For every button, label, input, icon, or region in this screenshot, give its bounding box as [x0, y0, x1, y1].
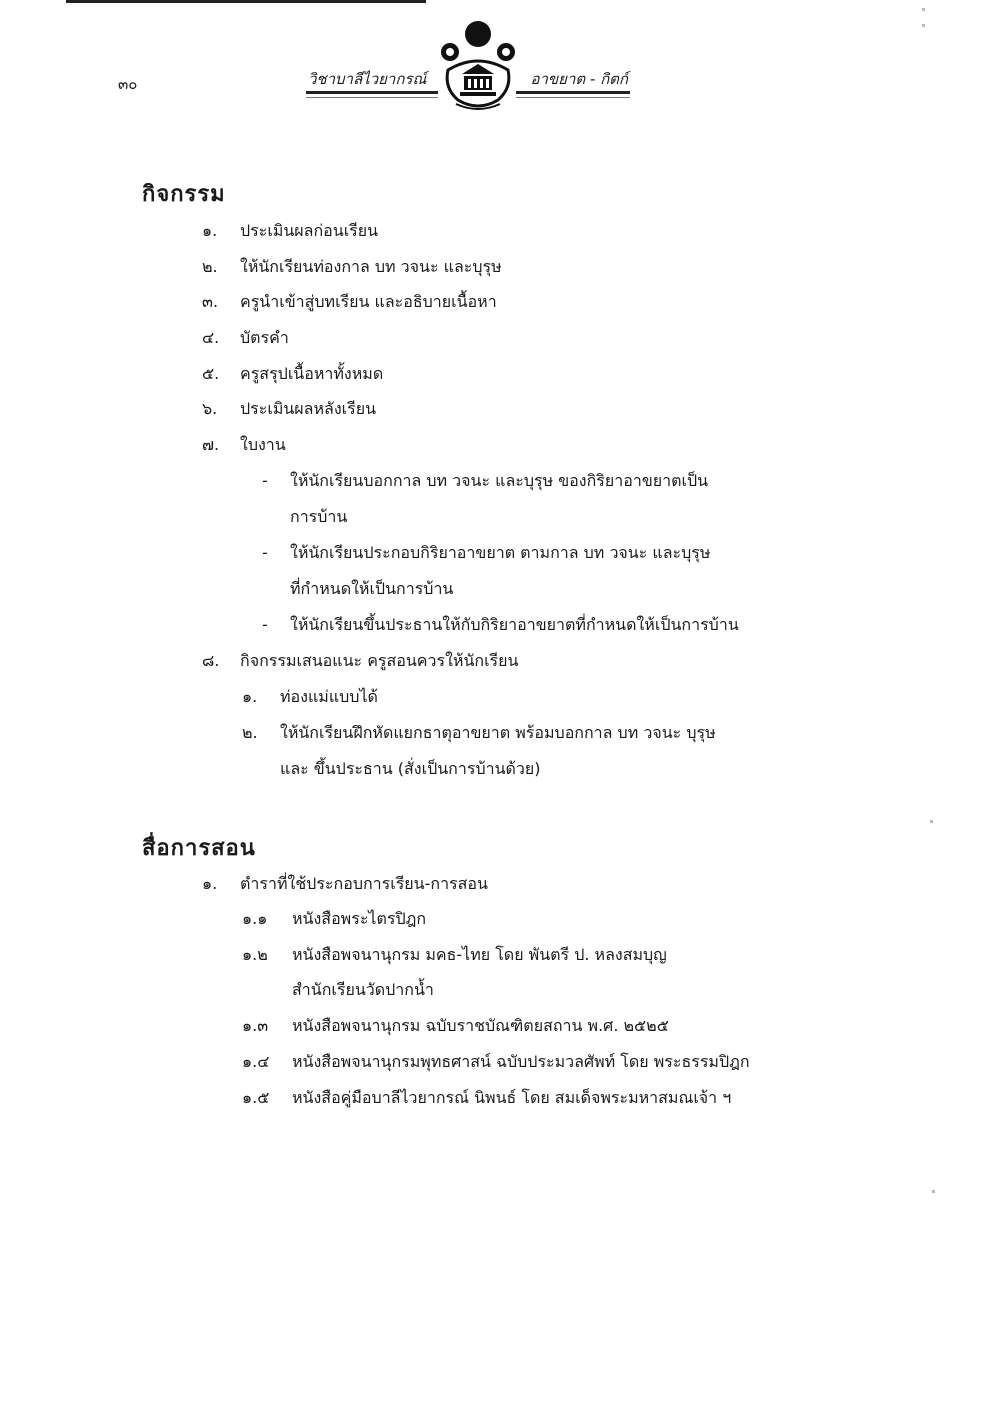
- book-item: ๑.๔ หนังสือพจนานุกรมพุทธศาสน์ ฉบับประมวลศัพท์ โดย พระธรรมปิฎก: [242, 1052, 750, 1071]
- scan-speck: [922, 24, 925, 27]
- list-item: ๖. ประเมินผลหลังเรียน: [202, 399, 377, 418]
- book-item: ๑.๕ หนังสือคู่มือบาลีไวยากรณ์ นิพนธ์ โดย สมเด็จพระมหาสมณเจ้า ฯ: [242, 1088, 732, 1107]
- book-item-continued: สำนักเรียนวัดปากน้ำ: [292, 980, 434, 999]
- list-item: ๔. บัตรคำ: [202, 328, 289, 347]
- list-item: ๕. ครูสรุปเนื้อหาทั้งหมด: [202, 364, 384, 383]
- scan-speck: [930, 820, 933, 823]
- header-right-title: อาขยาต - กิตก์: [530, 70, 628, 88]
- list-item: ๗. ใบงาน: [202, 435, 286, 454]
- book-item: ๑.๒ หนังสือพจนานุกรม มคธ-ไทย โดย พันตรี ป. หลงสมบุญ: [242, 945, 667, 964]
- worksheet-item: - ให้นักเรียนประกอบกิริยาอาขยาต ตามกาล บท วจนะ และบุรุษ: [262, 543, 711, 562]
- worksheet-item-continued: การบ้าน: [290, 507, 348, 526]
- header-right-rule: [516, 91, 630, 94]
- book-item: ๑.๑ หนังสือพระไตรปิฎก: [242, 909, 427, 928]
- header-left-rule: [306, 91, 438, 94]
- header-left-title: วิชาบาลีไวยากรณ์: [308, 70, 427, 88]
- institution-emblem-icon: [436, 16, 520, 116]
- header-left-subrule: [306, 97, 438, 98]
- suggested-item: ๒. ให้นักเรียนฝึกหัดแยกธาตุอาขยาต พร้อมบอกกาล บท วจนะ บุรุษ: [242, 723, 716, 742]
- scan-speck: [922, 8, 925, 11]
- suggested-item-continued: และ ขึ้นประธาน (สั่งเป็นการบ้านด้วย): [280, 759, 541, 778]
- list-item: ๘. กิจกรรมเสนอแนะ ครูสอนควรให้นักเรียน: [202, 651, 519, 670]
- list-item: ๑. ตำราที่ใช้ประกอบการเรียน-การสอน: [202, 874, 488, 893]
- worksheet-item: - ให้นักเรียนขึ้นประธานให้กับกิริยาอาขยาตที่กำหนดให้เป็นการบ้าน: [262, 615, 739, 634]
- list-item: ๑. ประเมินผลก่อนเรียน: [202, 221, 379, 240]
- top-edge-line: [66, 0, 426, 3]
- worksheet-item-continued: ที่กำหนดให้เป็นการบ้าน: [290, 579, 454, 598]
- page-number: ๓๐: [118, 75, 138, 93]
- media-heading: สื่อการสอน: [142, 836, 256, 861]
- header-right-subrule: [516, 97, 630, 98]
- suggested-item: ๑. ท่องแม่แบบได้: [242, 687, 378, 706]
- worksheet-item: - ให้นักเรียนบอกกาล บท วจนะ และบุรุษ ของกิริยาอาขยาตเป็น: [262, 471, 709, 490]
- scan-speck: [932, 1190, 935, 1193]
- book-item: ๑.๓ หนังสือพจนานุกรม ฉบับราชบัณฑิตยสถาน พ.ศ. ๒๕๒๕: [242, 1016, 669, 1035]
- activities-heading: กิจกรรม: [142, 182, 226, 207]
- list-item: ๒. ให้นักเรียนท่องกาล บท วจนะ และบุรุษ: [202, 257, 502, 276]
- list-item: ๓. ครูนำเข้าสู่บทเรียน และอธิบายเนื้อหา: [202, 292, 497, 311]
